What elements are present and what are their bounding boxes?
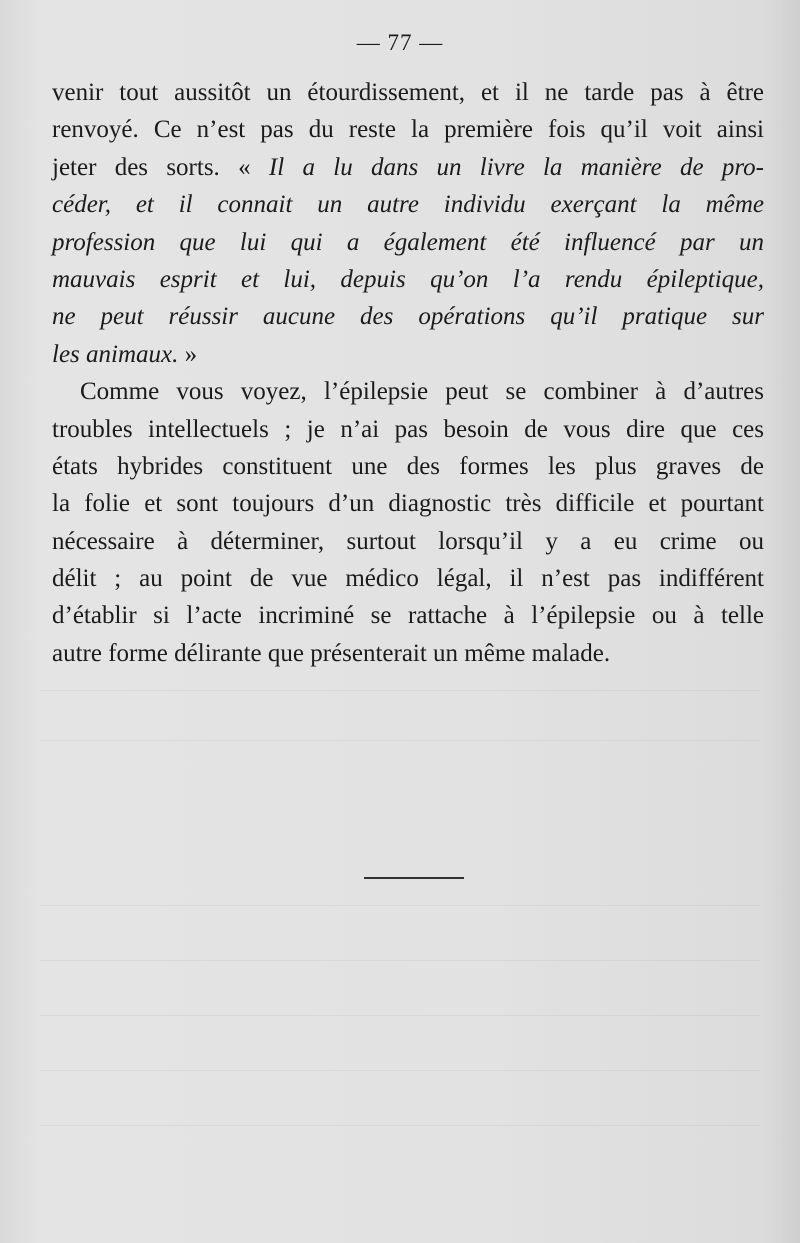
text-line: venir tout aussitôt un étourdissement, et il ne tarde pas à être: [52, 79, 764, 106]
text-line: délit ; au point de vue médico légal, il n’est pas indifférent: [52, 565, 764, 593]
show-through-line: [40, 1070, 760, 1071]
text-line: troubles intellectuels ; je n’ai pas besoin de vous dire que ces: [52, 415, 764, 443]
text-line: ne peut réussir aucune des opérations qu’il pratique sur: [52, 303, 764, 331]
text-line: la folie et sont toujours d’un diagnostic très difficile et pourtant: [52, 490, 764, 518]
text-line: profession que lui qui a également été influencé par un: [52, 228, 764, 256]
text-line: céder, et il connait un autre individu exerçant la même: [52, 191, 764, 219]
body-text: [52, 74, 764, 672]
show-through-line: [40, 1125, 760, 1126]
section-end-rule: [364, 877, 464, 879]
text-line-italic-part: les animaux.: [52, 340, 179, 368]
text-line: d’établir si l’acte incriminé se rattache à l’épilepsie ou à telle: [52, 602, 764, 630]
text-line: nécessaire à déterminer, surtout lorsqu’il y a eu crime ou: [52, 527, 764, 555]
text-line-normal-part: jeter des sorts. «: [52, 153, 269, 181]
show-through-line: [40, 690, 760, 691]
text-line-normal-part: »: [178, 340, 198, 368]
text-line: renvoyé. Ce n’est pas du reste la première fois qu’il voit ainsi: [52, 116, 764, 144]
show-through-line: [40, 905, 760, 906]
show-through-line: [40, 960, 760, 961]
text-line: [52, 336, 764, 373]
text-line: états hybrides constituent une des formes les plus graves de: [52, 452, 764, 480]
page-number: — 77 —: [356, 30, 444, 55]
text-line: autre forme délirante que présenterait un même malade.: [52, 639, 611, 667]
show-through-line: [40, 1015, 760, 1016]
show-through-line: [40, 740, 760, 741]
text-line: Comme vous voyez, l’épilepsie peut se combiner à d’autres: [80, 378, 764, 406]
text-line: [52, 149, 764, 186]
text-line: mauvais esprit et lui, depuis qu’on l’a rendu épileptique,: [52, 265, 764, 293]
text-line-italic-part: Il a lu dans un livre la manière de pro-: [268, 153, 765, 181]
